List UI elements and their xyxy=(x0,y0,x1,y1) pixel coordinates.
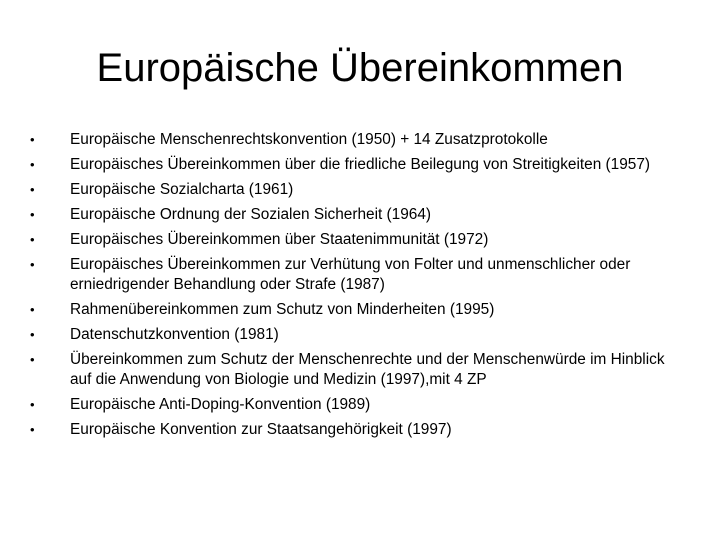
bullet-text: Europäische Ordnung der Sozialen Sicherheit (1964) xyxy=(70,206,432,223)
bullet-text: Europäische Konvention zur Staatsangehörigkeit (1997) xyxy=(70,421,452,438)
bullet-icon: • xyxy=(30,327,35,342)
bullet-item xyxy=(28,255,688,295)
bullet-item xyxy=(28,420,688,440)
bullet-text: Europäische Menschenrechtskonvention (1950) + 14 Zusatzprotokolle xyxy=(70,131,548,148)
bullet-icon: • xyxy=(30,422,35,437)
bullet-item xyxy=(28,395,688,415)
bullet-item xyxy=(28,205,688,225)
bullet-icon: • xyxy=(30,157,35,172)
bullet-icon: • xyxy=(30,182,35,197)
bullet-text: Rahmenübereinkommen zum Schutz von Minderheiten (1995) xyxy=(70,301,495,318)
bullet-icon: • xyxy=(30,397,35,412)
bullet-item xyxy=(28,300,688,320)
slide-title: Europäische Übereinkommen xyxy=(96,46,624,90)
bullet-text: Europäische Sozialcharta (1961) xyxy=(70,181,294,198)
bullet-text: Europäische Anti-Doping-Konvention (1989) xyxy=(70,396,371,413)
bullet-text: Europäisches Übereinkommen zur Verhütung von Folter und unmenschlicher oder erniedrigender Behandlung oder Strafe (1987) xyxy=(70,256,631,293)
bullet-text: Europäisches Übereinkommen über die friedliche Beilegung von Streitigkeiten (1957) xyxy=(70,156,651,173)
bullet-item xyxy=(28,325,688,345)
bullet-text: Europäisches Übereinkommen über Staatenimmunität (1972) xyxy=(70,231,489,248)
bullet-icon: • xyxy=(30,257,35,272)
bullet-item xyxy=(28,230,688,250)
bullet-text: Datenschutzkonvention (1981) xyxy=(70,326,279,343)
bullet-icon: • xyxy=(30,232,35,247)
bullet-icon: • xyxy=(30,302,35,317)
bullet-item xyxy=(28,180,688,200)
bullet-item xyxy=(28,155,688,175)
bullet-icon: • xyxy=(30,207,35,222)
bullet-icon: • xyxy=(30,352,35,367)
bullet-text: Übereinkommen zum Schutz der Menschenrechte und der Menschenwürde im Hinblick auf die Anwendung von Biologie und Medizin (1997),mit 4 ZP xyxy=(70,351,665,388)
bullet-item xyxy=(28,130,688,150)
bullet-list xyxy=(28,130,688,445)
bullet-icon: • xyxy=(30,132,35,147)
bullet-item xyxy=(28,350,688,390)
